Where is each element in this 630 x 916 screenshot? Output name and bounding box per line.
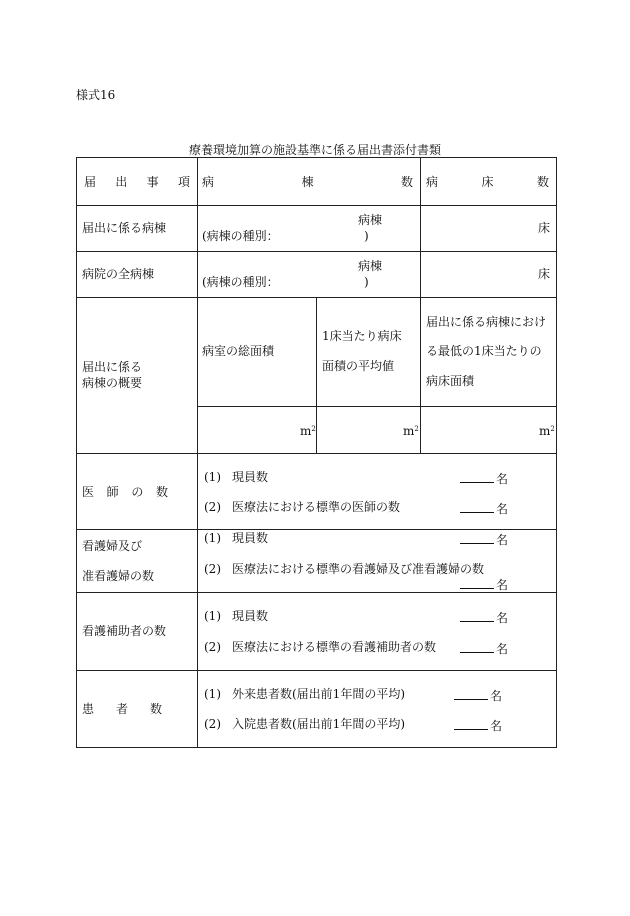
label-char: 患	[82, 702, 95, 716]
unit-m: m	[403, 424, 415, 438]
bed-unit: 床	[538, 221, 551, 235]
ward-type-label: (病棟の種別：	[202, 275, 279, 289]
label-char: 医	[82, 485, 95, 499]
doctors-item2-text: 医療法における標準の医師の数	[232, 500, 401, 514]
doctors-item1-blank	[460, 470, 508, 486]
patients-item2-no: (2)	[204, 717, 221, 731]
bed-unit: 床	[538, 267, 551, 281]
row-label-aides: 看護補助者の数	[82, 624, 167, 638]
fill-blank	[460, 500, 494, 513]
header-bed-count	[426, 175, 549, 189]
doctors-item1-no: (1)	[204, 470, 221, 484]
rule-right	[556, 157, 557, 748]
form-number: 様式16	[76, 88, 116, 102]
unit-m: m	[539, 424, 551, 438]
rule	[420, 157, 421, 453]
header-char: 出	[115, 175, 128, 189]
unit-sup: 2	[311, 425, 316, 433]
aides-item2-no: (2)	[204, 640, 221, 654]
total-room-area: 病室の総面積	[202, 344, 275, 358]
unit-sqm	[403, 424, 419, 438]
header-char: 届	[84, 175, 97, 189]
rule	[76, 529, 557, 530]
header-char: 病	[426, 175, 439, 189]
rule	[76, 670, 557, 671]
document-title: 療養環境加算の施設基準に係る届出書添付書類	[188, 143, 441, 157]
unit-persons: 名	[496, 472, 509, 486]
ward-word: 病棟	[358, 213, 383, 227]
label-char: 者	[115, 702, 128, 716]
close-paren: )	[364, 229, 369, 243]
unit-sup: 2	[550, 425, 555, 433]
unit-persons: 名	[496, 502, 509, 516]
patients-item1-text: 外来患者数(届出前1年間の平均)	[232, 687, 405, 701]
nurses-label-line1: 看護婦及び	[82, 539, 143, 553]
fill-blank	[460, 470, 494, 483]
close-paren: )	[364, 275, 369, 289]
patients-item1-no: (1)	[204, 687, 221, 701]
label-char: の	[131, 485, 144, 499]
rule	[76, 251, 557, 252]
nurses-item2-blank	[460, 576, 508, 592]
header-char: 事	[146, 175, 159, 189]
rule-left	[76, 157, 77, 748]
unit-persons: 名	[496, 578, 509, 592]
unit-persons: 名	[490, 689, 503, 703]
unit-m: m	[300, 424, 312, 438]
rule	[197, 157, 198, 748]
min-area-line3: 病床面積	[426, 374, 475, 388]
nurses-item2-text: 医療法における標準の看護婦及び准看護婦の数	[232, 562, 485, 576]
nurses-item1-text: 現員数	[232, 531, 269, 545]
aides-item1-blank	[460, 609, 508, 625]
fill-blank	[460, 640, 494, 653]
unit-sqm	[539, 424, 555, 438]
patients-item2-blank	[454, 717, 502, 733]
application-table	[76, 157, 557, 748]
nurses-item1-blank	[460, 531, 508, 547]
header-char: 数	[536, 175, 549, 189]
rule-top	[76, 157, 557, 158]
fill-blank	[454, 687, 488, 700]
unit-persons: 名	[496, 533, 509, 547]
doctors-item2-no: (2)	[204, 500, 221, 514]
rule	[197, 406, 557, 407]
header-items	[84, 175, 190, 189]
doctors-item1-text: 現員数	[232, 470, 269, 484]
header-char: 数	[400, 175, 413, 189]
header-char: 項	[177, 175, 190, 189]
unit-persons: 名	[496, 642, 509, 656]
unit-sqm	[300, 424, 316, 438]
rule	[76, 592, 557, 593]
header-char: 棟	[301, 175, 314, 189]
header-char: 病	[202, 175, 215, 189]
row-label-doctors	[82, 485, 168, 499]
fill-blank	[454, 717, 488, 730]
avg-area-line2: 面積の平均値	[322, 359, 395, 373]
overview-label-line2: 病棟の概要	[82, 376, 143, 390]
min-area-line1: 届出に係る病棟におけ	[426, 315, 547, 329]
overview-label-line1: 届出に係る	[82, 360, 143, 374]
rule	[76, 205, 557, 206]
doctors-item2-blank	[460, 500, 508, 516]
label-char: 師	[106, 485, 119, 499]
nurses-item1-no: (1)	[204, 531, 221, 545]
aides-item1-no: (1)	[204, 609, 221, 623]
rule	[316, 297, 317, 453]
avg-area-line1: 1床当たり病床	[322, 329, 402, 343]
header-char: 床	[481, 175, 494, 189]
nurses-label-line2: 准看護婦の数	[82, 569, 155, 583]
label-char: 数	[155, 485, 168, 499]
row-label-patients	[82, 702, 162, 716]
fill-blank	[460, 531, 494, 544]
ward-word: 病棟	[358, 259, 383, 273]
patients-item2-text: 入院患者数(届出前1年間の平均)	[232, 717, 405, 731]
label-char: 数	[149, 702, 162, 716]
nurses-item2-no: (2)	[204, 562, 221, 576]
row-label-all-wards: 病院の全病棟	[82, 267, 155, 281]
fill-blank	[460, 609, 494, 622]
min-area-line2: る最低の1床当たりの	[426, 344, 542, 358]
aides-item2-blank	[460, 640, 508, 656]
ward-type-label: (病棟の種別：	[202, 229, 279, 243]
rule	[76, 453, 557, 454]
aides-item2-text: 医療法における標準の看護補助者の数	[232, 640, 437, 654]
unit-sup: 2	[414, 425, 419, 433]
row-label-reported-ward: 届出に係る病棟	[82, 221, 167, 235]
header-ward-count	[202, 175, 413, 189]
aides-item1-text: 現員数	[232, 609, 269, 623]
patients-item1-blank	[454, 687, 502, 703]
unit-persons: 名	[496, 611, 509, 625]
fill-blank	[460, 576, 494, 589]
unit-persons: 名	[490, 719, 503, 733]
rule-bottom	[76, 747, 557, 748]
